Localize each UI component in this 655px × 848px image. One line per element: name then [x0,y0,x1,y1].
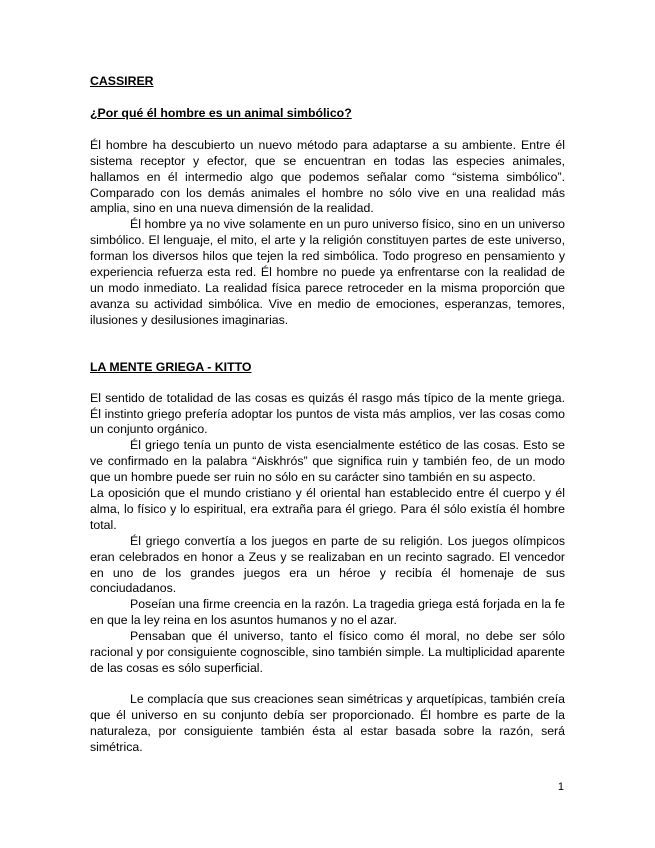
cassirer-section [90,138,565,329]
paragraph: Pensaban que él universo, tanto el físico como él moral, no debe ser sólo racional y por consiguiente cognoscible, sino también simple. La multiplicidad aparente de las cosas es sólo superficial. [90,629,565,675]
paragraph: Le complacía que sus creaciones sean simétricas y arquetípicas, también creía que él universo en su conjunto debía ser proporcionado. Él hombre es parte de la naturaleza, por consiguiente también ésta al estar basada sobre la razón, será simétrica. [90,691,565,754]
paragraph: Poseían una firme creencia en la razón. La tragedia griega está forjada en la fe en que la ley reina en los asuntos humanos y no el azar. [90,597,565,628]
section-heading: LA MENTE GRIEGA - KITTO [90,359,252,374]
paragraph: Él griego convertía a los juegos en parte de su religión. Los juegos olímpicos eran celebrados en honor a Zeus y se realizaban en un recinto sagrado. El vencedor en uno de los grandes juegos era un héroe y recibía él homenaje de sus conciudadanos. [90,533,565,596]
document-page [90,74,565,756]
paragraph: Él hombre ya no vive solamente en un puro universo físico, sino en un universo simbólico. El lenguaje, el mito, el arte y la religión constituyen partes de este universo, forman los diversos hilos que tejen la red simbólica. Todo progreso en pensamiento y experiencia refuerza esta red. Él hombre no puede ya enfrentarse con la realidad de un modo inmediato. La realidad física parece retroceder en la misma proporción que avanza su actividad simbólica. Vive en medio de emociones, esperanzas, temores, ilusiones y desilusiones imaginarias. [90,217,565,327]
paragraph: El sentido de totalidad de las cosas es quizás él rasgo más típico de la mente griega. Él instinto griego prefería adoptar los puntos de vista más amplios, ver las cosas como un conjunto orgánico. [90,390,565,437]
paragraph: Él hombre ha descubierto un nuevo método para adaptarse a su ambiente. Entre él sistema receptor y efector, que se encuentran en todas las especies animales, hallamos en él intermedio algo que podemos señalar como “sistema simbólico”. Comparado con los demás animales el hombre no sólo vive en una realidad más amplia, sino en una nueva dimensión de la realidad. [90,137,565,216]
kitto-section [90,391,565,756]
paragraph: La oposición que el mundo cristiano y él oriental han establecido entre él cuerpo y él alma, lo físico y lo espiritual, era extraña para él griego. Para él sólo existía él hombre total. [90,486,565,532]
question-heading: ¿Por qué él hombre es un animal simbólico? [90,105,352,120]
page-number: 1 [557,781,564,793]
paragraph: Él griego tenía un punto de vista esencialmente estético de las cosas. Esto se ve confirmado en la palabra “Aiskhrós” que significa ruin y también feo, de un modo que un hombre puede ser ruin no sólo en su carácter sino también en su aspecto. [90,438,565,485]
author-heading: CASSIRER [90,74,154,88]
